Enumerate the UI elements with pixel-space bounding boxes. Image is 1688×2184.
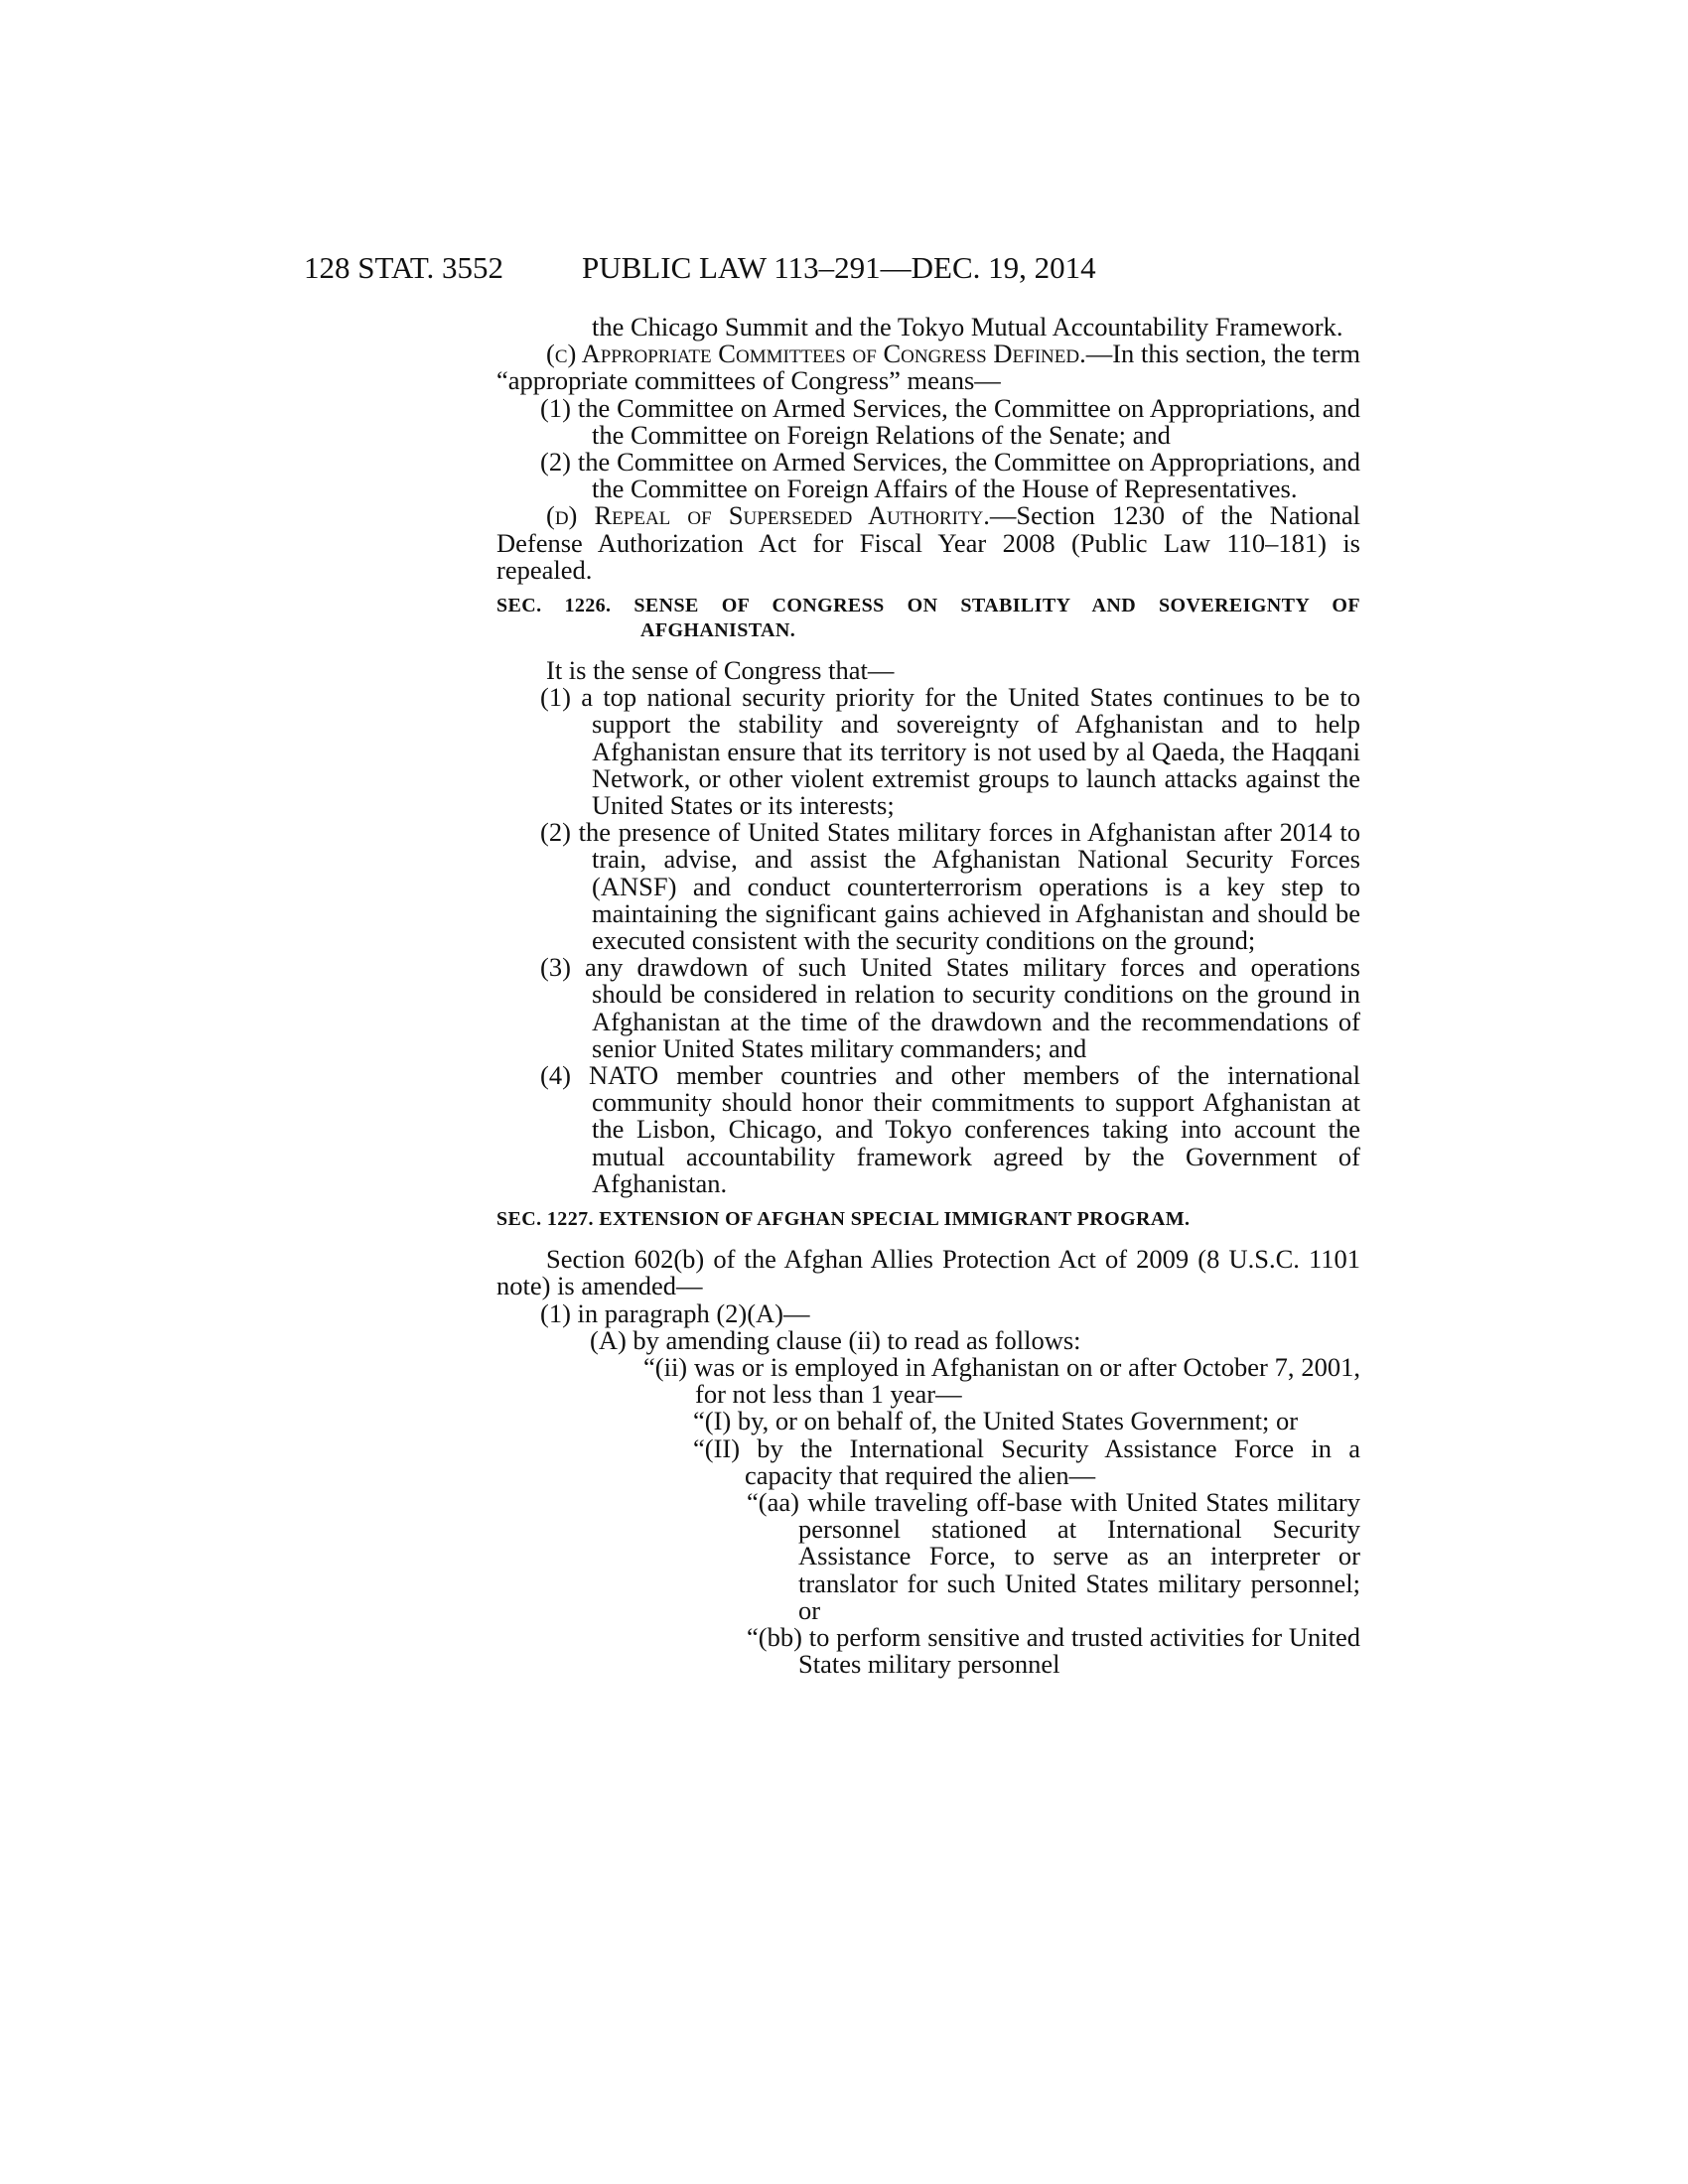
section-1226-item-4: (4) NATO member countries and other members of the international community should honor their commitments to support Afghanistan at the Lisbon, Chicago, and Tokyo conferences taking into account the mutual accountability framework agreed by the Government of Afghanistan.: [540, 1060, 1360, 1198]
section-1227-item-1A: (A) by amending clause (ii) to read as follows:: [590, 1324, 1081, 1355]
subsection-d-text: —Section 1230 of the National Defense Authorization Act for Fiscal Year 2008 (Public Law 110–181) is repealed.: [496, 500, 1361, 585]
section-1226-item-3: (3) any drawdown of such United States military forces and operations should be considered in relation to security conditions on the ground in Afghanistan at the time of the drawdown and the recommendations of senior United States military commanders; and: [540, 952, 1360, 1063]
section-1227-item-bb: “(bb) to perform sensitive and trusted activities for United States military personnel: [747, 1621, 1360, 1680]
section-1226-heading: SEC. 1226. SENSE OF CONGRESS ON STABILITY AND SOVEREIGNTY OF AFGHANISTAN.: [496, 595, 1360, 642]
subsection-d: [496, 502, 1360, 584]
section-1227-clause-ii: “(ii) was or is employed in Afghanistan on or after October 7, 2001, for not less than 1 year—: [643, 1351, 1360, 1410]
subsection-c-item-1: (1) the Committee on Armed Services, the Committee on Appropriations, and the Committee on Foreign Relations of the Senate; and: [540, 392, 1360, 450]
section-1227-subclause-II: “(II) by the International Security Assistance Force in a capacity that required the alien—: [693, 1433, 1360, 1490]
subsection-d-heading: (d) Repeal of Superseded Authority.: [546, 500, 990, 531]
section-1227-intro: Section 602(b) of the Afghan Allies Protection Act of 2009 (8 U.S.C. 1101 note) is amended—: [496, 1244, 1360, 1301]
page-header: [0, 248, 1688, 288]
section-1226-item-1: (1) a top national security priority for the United States continues to be to support the stability and sovereignty of Afghanistan and to help Afghanistan ensure that its territory is not used by al Qaeda, the Haqqani Network, or other violent extremist groups to launch attacks against the United States or its interests;: [540, 682, 1360, 821]
subsection-c-heading: (c) Appropriate Committees of Congress Defined.: [546, 339, 1086, 369]
section-1226-intro: It is the sense of Congress that—: [546, 655, 895, 686]
section-1226-item-2: (2) the presence of United States military forces in Afghanistan after 2014 to train, advise, and assist the Afghanistan National Security Forces (ANSF) and conduct counterterrorism operations is a key step to maintaining the significant gains achieved in Afghanistan and should be executed consistent with the security conditions on the ground;: [540, 817, 1360, 956]
stat-page-number: 128 STAT. 3552: [304, 250, 504, 285]
subsection-c: [496, 341, 1360, 394]
section-1227-item-aa: “(aa) while traveling off-base with United States military personnel stationed at International Security Assistance Force, to serve as an interpreter or translator for such United States military personnel; or: [747, 1486, 1360, 1625]
paragraph-continuation: the Chicago Summit and the Tokyo Mutual Accountability Framework.: [592, 312, 1343, 341]
document-body: [496, 314, 1360, 1678]
section-1227-heading: SEC. 1227. EXTENSION OF AFGHAN SPECIAL IMMIGRANT PROGRAM.: [496, 1208, 1191, 1231]
subsection-c-text: —In this section, the term “appropriate committees of Congress” means—: [496, 339, 1360, 396]
section-1227-subclause-I: “(I) by, or on behalf of, the United States Government; or: [693, 1406, 1299, 1436]
subsection-c-item-2: (2) the Committee on Armed Services, the Committee on Appropriations, and the Committee on Foreign Affairs of the House of Representatives.: [540, 447, 1360, 504]
public-law-title: PUBLIC LAW 113–291—DEC. 19, 2014: [582, 250, 1096, 285]
section-1227-item-1: (1) in paragraph (2)(A)—: [540, 1297, 810, 1328]
